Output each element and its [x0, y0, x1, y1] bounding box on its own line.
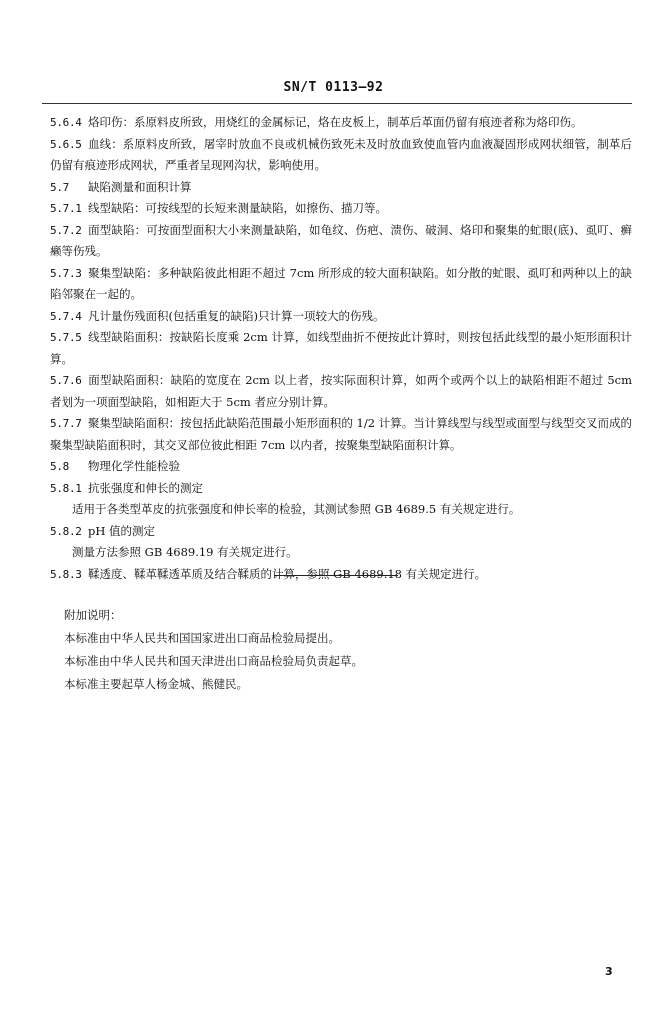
clause-number: 5.6.5 [50, 137, 82, 151]
clause-text: 血线：系原料皮所致，屠宰时放血不良或机械伤致死未及时放血致使血管内血液凝固形成网状细管，制革后仍留有痕迹形成网状，严重者呈现网沟状，影响使用。 [50, 136, 632, 172]
clause-number: 5.8.3 [50, 567, 82, 581]
paragraph-5-8-2 [50, 521, 632, 543]
paragraph-5-8-1 [50, 478, 632, 500]
notes-title: 附加说明： [64, 608, 122, 622]
notes-line: 本标准主要起草人杨金城、熊健民。 [64, 677, 248, 691]
heading-5-8 [50, 456, 632, 478]
clause-number: 5.7.4 [50, 309, 82, 323]
clause-text: 面型缺陷面积：缺陷的宽度在 2cm 以上者，按实际面积计算，如两个或两个以上的缺陷相距不超过 5cm 者划为一项面型缺陷，如相距大于 5cm 者应分别计算。 [50, 373, 632, 409]
clause-number: 5.7.1 [50, 202, 82, 215]
clause-text: 测量方法参照 GB 4689.19 有关规定进行。 [72, 545, 298, 559]
clause-number: 5.8.1 [50, 481, 82, 495]
clause-text: 面型缺陷：可按面型面积大小来测量缺陷，如龟纹、伤疤、溃伤、破洞、烙印和聚集的虻眼(底)、虱叮、癣癞等伤残。 [50, 222, 632, 258]
clause-heading: 缺陷测量和面积计算 [88, 179, 192, 194]
paragraph-5-6-4 [50, 112, 632, 134]
document-code-header: SN/T 0113—92 [283, 80, 384, 95]
clause-number: 5.7 [50, 180, 69, 194]
notes-line: 本标准由中华人民共和国国家进出口商品检验局提出。 [64, 631, 340, 645]
clause-text: 聚集型缺陷面积：按包括此缺陷范围最小矩形面积的 1/2 计算。当计算线型与线型或面型与线型交叉而成的聚集型缺陷面积时，其交叉部位彼此相距 7cm 以内者，按聚集型缺陷面积计算。 [50, 416, 632, 452]
header-rule [42, 103, 632, 104]
paragraph-5-7-1 [50, 198, 632, 220]
body-content [50, 112, 632, 585]
paragraph-5-8-2-body [50, 542, 632, 564]
clause-text: 烙印伤：系原料皮所致，用烧红的金属标记，烙在皮板上，制革后革面仍留有痕迹者称为烙印伤。 [88, 115, 583, 129]
notes-line: 本标准由中华人民共和国天津进出口商品检验局负责起草。 [64, 654, 363, 668]
paragraph-5-7-5 [50, 327, 632, 370]
additional-notes [64, 604, 624, 696]
paragraph-5-7-6 [50, 370, 632, 413]
clause-text: 适用于各类型革皮的抗张强度和伸长率的检验，其测试参照 GB 4689.5 有关规定进行。 [72, 502, 521, 516]
heading-5-7 [50, 177, 632, 199]
paragraph-5-6-5 [50, 134, 632, 177]
clause-text: 抗张强度和伸长的测定 [88, 480, 203, 495]
clause-number: 5.7.7 [50, 417, 82, 430]
clause-number: 5.7.6 [50, 374, 82, 387]
clause-number: 5.8.2 [50, 524, 82, 538]
clause-number: 5.7.5 [50, 331, 82, 344]
end-divider [274, 575, 398, 576]
clause-text: pH 值的测定 [88, 523, 156, 538]
paragraph-5-7-2 [50, 220, 632, 263]
page-number: 3 [605, 965, 613, 978]
clause-heading: 物理化学性能检验 [88, 459, 180, 473]
paragraph-5-7-7 [50, 413, 632, 456]
clause-text: 线型缺陷面积：按缺陷长度乘 2cm 计算，如线型曲折不便按此计算时，则按包括此线型的最小矩形面积计算。 [50, 330, 632, 366]
clause-number: 5.6.4 [50, 116, 82, 129]
paragraph-5-8-1-body [50, 499, 632, 521]
paragraph-5-7-4 [50, 306, 632, 328]
paragraph-5-7-3 [50, 263, 632, 306]
clause-text: 线型缺陷：可按线型的长短来测量缺陷，如擦伤、描刀等。 [88, 201, 387, 215]
clause-number: 5.8 [50, 460, 69, 473]
clause-number: 5.7.3 [50, 266, 82, 280]
clause-number: 5.7.2 [50, 223, 82, 237]
clause-text: 聚集型缺陷：多种缺陷彼此相距不超过 7cm 所形成的较大面积缺陷。如分散的虻眼、虱叮和两种以上的缺陷邻聚在一起的。 [50, 265, 632, 301]
clause-text: 鞣透度、鞣革鞣透革质及结合鞣质的计算，参照 GB 4689.18 有关规定进行。 [88, 566, 487, 581]
clause-text: 凡计量伤残面积(包括重复的缺陷)只计算一项较大的伤残。 [88, 308, 385, 323]
